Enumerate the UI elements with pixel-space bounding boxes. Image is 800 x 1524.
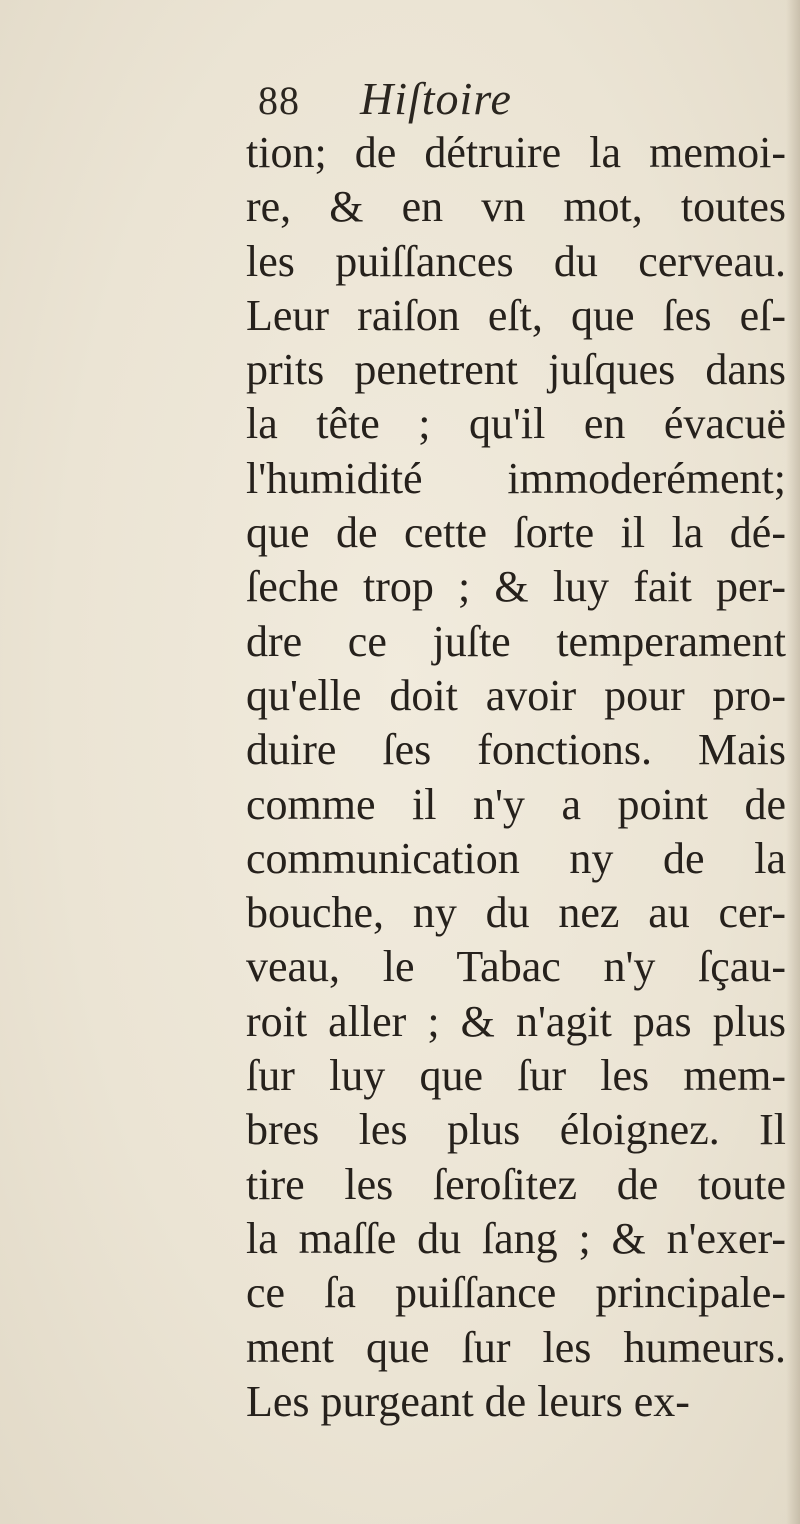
text-line: les puiſſances du cerveau. [246,236,786,286]
text-line: duire ſes fonctions. Mais [246,725,786,775]
text-line: Leur raiſon eſt, que ſes eſ- [246,290,786,340]
text-line: prits penetrent juſques dans [246,345,786,395]
page-edge-shadow [786,0,800,1524]
text-line: la tête ; qu'il en évacuë [246,399,786,449]
text-line: la maſſe du ſang ; & n'exer- [246,1213,786,1263]
text-line: l'humidité immoderément; [246,453,786,503]
text-line: ſur luy que ſur les mem- [246,1051,786,1101]
page-number: 88 [258,78,300,123]
text-line: communication ny de la [246,833,786,883]
text-line: roit aller ; & n'agit pas plus [246,996,786,1046]
text-line: ce ſa puiſſance principale- [246,1268,786,1318]
text-line: comme il n'y a point de [246,779,786,829]
text-line: tire les ſeroſitez de toute [246,1159,786,1209]
text-line: bres les plus éloignez. Il [246,1105,786,1155]
text-line: Les purgeant de leurs ex- [246,1376,690,1426]
text-line: ſeche trop ; & luy fait per- [246,562,786,612]
page-header [258,72,512,132]
text-line: tion; de détruire la memoi- [246,128,786,177]
text-line: dre ce juſte temperament [246,616,786,666]
text-line: ment que ſur les humeurs. [246,1322,786,1372]
text-line: re, & en vn mot, toutes [246,182,786,232]
text-line: que de cette ſorte il la dé- [246,508,786,558]
text-line: bouche, ny du nez au cer- [246,888,786,938]
running-title: Hiſtoire [360,73,512,124]
text-line: qu'elle doit avoir pour pro- [246,670,786,720]
body-text [246,126,786,1429]
text-line: veau, le Tabac n'y ſçau- [246,942,786,992]
